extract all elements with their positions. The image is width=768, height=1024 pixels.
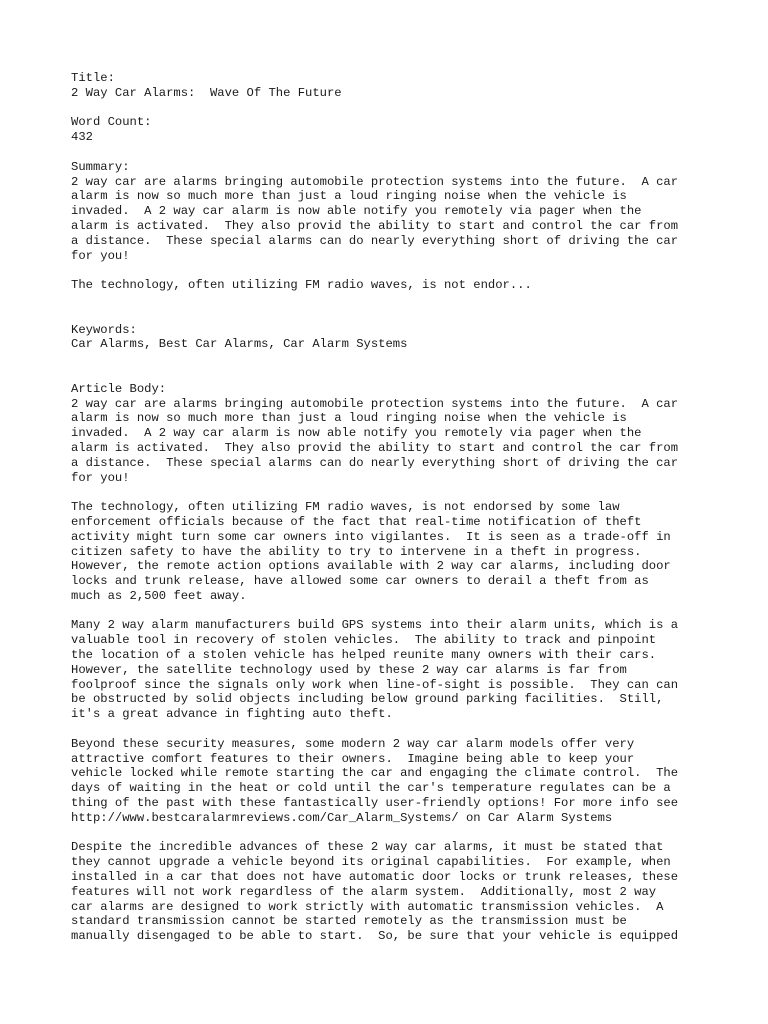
- body-line: Despite the incredible advances of these 2 way car alarms, it must be stated that: [71, 840, 664, 855]
- body-paragraph-1: [71, 397, 711, 486]
- body-line: locks and trunk release, have allowed some car owners to derail a theft from as: [71, 574, 649, 589]
- summary-line: a distance. These special alarms can do nearly everything short of driving the car: [71, 233, 679, 248]
- summary-line: invaded. A 2 way car alarm is now able notify you remotely via pager when the: [71, 204, 642, 219]
- body-line: However, the satellite technology used by these 2 way car alarms is far from: [71, 662, 627, 677]
- body-line: it's a great advance in fighting auto theft.: [71, 707, 393, 722]
- body-line: The technology, often utilizing FM radio waves, is not endorsed by some law: [71, 500, 620, 515]
- article-body-label: Article Body:: [71, 381, 167, 396]
- summary-teaser: The technology, often utilizing FM radio waves, is not endor...: [71, 278, 532, 293]
- body-paragraph-2: [71, 500, 711, 604]
- body-line: a distance. These special alarms can do nearly everything short of driving the car: [71, 455, 679, 470]
- body-paragraph-5: [71, 840, 711, 944]
- document-page: [71, 71, 711, 944]
- body-line: valuable tool in recovery of stolen vehicles. The ability to track and pinpoint: [71, 633, 657, 648]
- body-line: alarm is activated. They also provid the ability to start and control the car from: [71, 440, 679, 455]
- body-line: days of waiting in the heat or cold until the car's temperature regulates can be a: [71, 781, 671, 796]
- body-paragraph-3: [71, 618, 711, 722]
- body-line: citizen safety to have the ability to try to intervene in a theft in progress.: [71, 544, 642, 559]
- body-line: activity might turn some car owners into vigilantes. It is seen as a trade-off in: [71, 529, 671, 544]
- body-line: features will not work regardless of the alarm system. Additionally, most 2 way: [71, 884, 657, 899]
- summary-label: Summary:: [71, 159, 130, 174]
- body-line: http://www.bestcaralarmreviews.com/Car_Alarm_Systems/ on Car Alarm Systems: [71, 810, 613, 825]
- body-line: foolproof since the signals only work when line-of-sight is possible. They can can: [71, 677, 679, 692]
- body-line: the location of a stolen vehicle has helped reunite many owners with their cars.: [71, 648, 657, 663]
- summary-line: for you!: [71, 248, 130, 263]
- body-line: Many 2 way alarm manufacturers build GPS systems into their alarm units, which is a: [71, 618, 679, 633]
- body-line: However, the remote action options available with 2 way car alarms, including door: [71, 559, 671, 574]
- keywords-list: Car Alarms, Best Car Alarms, Car Alarm Systems: [71, 337, 408, 352]
- body-line: Beyond these security measures, some modern 2 way car alarm models offer very: [71, 736, 635, 751]
- body-line: thing of the past with these fantastically user-friendly options! For more info see: [71, 796, 679, 811]
- body-line: standard transmission cannot be started remotely as the transmission must be: [71, 914, 627, 929]
- word-count-value: 432: [71, 130, 93, 145]
- body-line: much as 2,500 feet away.: [71, 588, 247, 603]
- article-title: 2 Way Car Alarms: Wave Of The Future: [71, 85, 342, 100]
- summary-paragraph: [71, 175, 711, 264]
- body-line: alarm is now so much more than just a loud ringing noise when the vehicle is: [71, 411, 627, 426]
- summary-line: 2 way car are alarms bringing automobile protection systems into the future. A car: [71, 174, 679, 189]
- body-line: for you!: [71, 470, 130, 485]
- body-line: they cannot upgrade a vehicle beyond its original capabilities. For example, when: [71, 855, 671, 870]
- body-paragraph-4: [71, 737, 711, 826]
- body-line: manually disengaged to be able to start. So, be sure that your vehicle is equipped: [71, 929, 679, 944]
- body-line: car alarms are designed to work strictly with automatic transmission vehicles. A: [71, 899, 664, 914]
- body-line: vehicle locked while remote starting the car and engaging the climate control. The: [71, 766, 679, 781]
- body-line: invaded. A 2 way car alarm is now able notify you remotely via pager when the: [71, 426, 642, 441]
- summary-line: alarm is activated. They also provid the ability to start and control the car from: [71, 218, 679, 233]
- summary-line: alarm is now so much more than just a loud ringing noise when the vehicle is: [71, 189, 627, 204]
- keywords-label: Keywords:: [71, 322, 137, 337]
- title-label: Title:: [71, 71, 115, 85]
- body-line: be obstructed by solid objects including below ground parking facilities. Still,: [71, 692, 664, 707]
- body-line: attractive comfort features to their owners. Imagine being able to keep your: [71, 751, 635, 766]
- word-count-label: Word Count:: [71, 115, 152, 130]
- body-line: installed in a car that does not have automatic door locks or trunk releases, these: [71, 870, 679, 885]
- body-line: 2 way car are alarms bringing automobile protection systems into the future. A car: [71, 396, 679, 411]
- body-line: enforcement officials because of the fact that real-time notification of theft: [71, 514, 642, 529]
